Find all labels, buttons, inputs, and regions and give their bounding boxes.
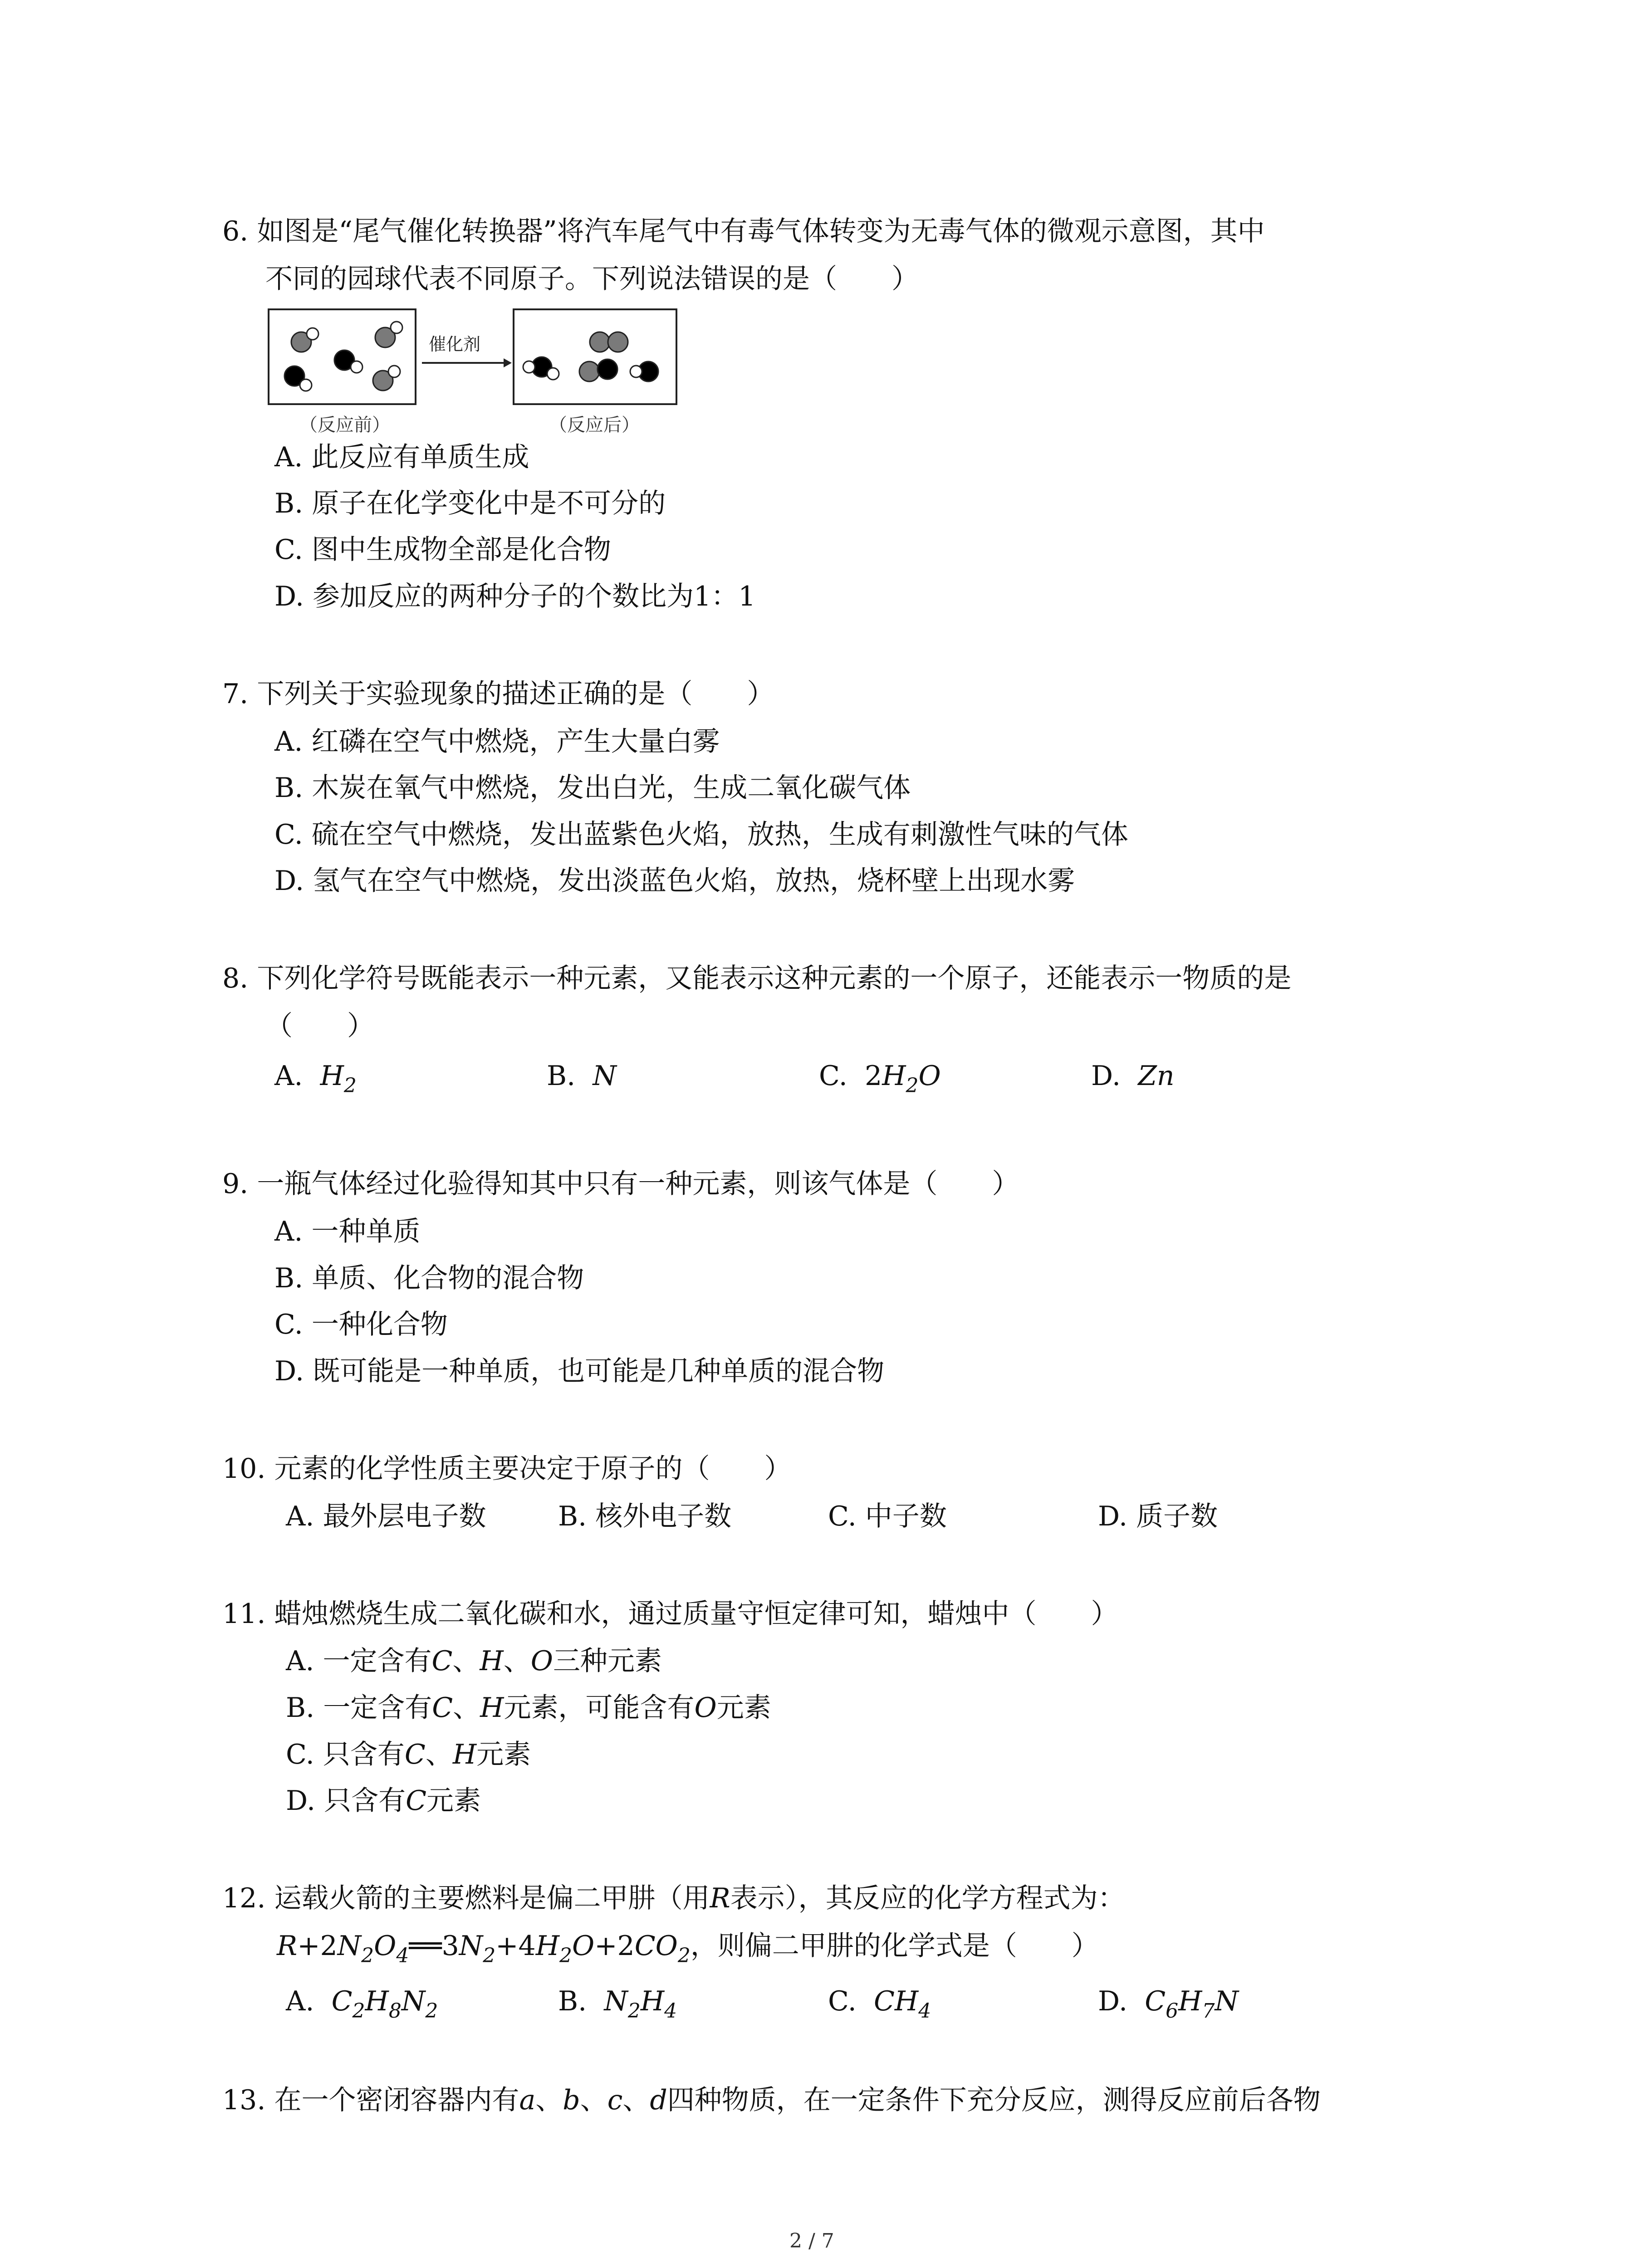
q12-option-a: A. $C_2H_8N_2$ — [286, 1985, 438, 2023]
q6-stem-line1: 6. 如图是“尾气催化转换器”将汽车尾气中有毒气体转变为无毒气体的微观示意图，其中 — [222, 215, 1265, 247]
molecule-black-white-3 — [523, 357, 559, 380]
q6-option-c: C. 图中生成物全部是化合物 — [274, 534, 611, 566]
catalyst-label: 催化剂 — [429, 334, 481, 354]
q9-option-b: B. 单质、化合物的混合物 — [274, 1262, 584, 1294]
after-label: （反应后） — [549, 415, 640, 435]
q7-option-c: C. 硫在空气中燃烧，发出蓝紫色火焰，放热，生成有刺激性气味的气体 — [274, 819, 1128, 850]
q12-option-d: D. $C_6H_7N$ — [1098, 1985, 1239, 2023]
q7-option-b: B. 木炭在氧气中燃烧，发出白光，生成二氧化碳气体 — [274, 772, 911, 804]
molecule-black-white-4 — [630, 362, 658, 381]
q8-option-a: A. $H_2$ — [274, 1060, 357, 1097]
molecules-before — [269, 310, 415, 403]
q6-stem-line2: 不同的园球代表不同原子。下列说法错误的是（ ） — [265, 263, 919, 295]
molecule-gray-gray — [590, 332, 628, 352]
q8-stem-line2: （ ） — [265, 1010, 374, 1042]
reaction-arrow — [422, 354, 513, 372]
q6-option-a: A. 此反应有单质生成 — [274, 441, 529, 473]
q11-option-a: A. 一定含有C、H、O三种元素 — [286, 1645, 662, 1677]
molecule-gray-white-2 — [375, 322, 402, 347]
q10-stem: 10. 元素的化学性质主要决定于原子的（ ） — [222, 1453, 792, 1485]
molecules-after — [514, 310, 676, 403]
q10-option-c: C. 中子数 — [828, 1501, 947, 1532]
q7-option-a: A. 红磷在空气中燃烧，产生大量白雾 — [274, 726, 720, 758]
q12-option-c: C. $CH_4$ — [828, 1985, 931, 2023]
q12-equation: $R+2N_2O_4══3N_2+4H_2O+2CO_2$，则偏二甲肼的化学式是（ ） — [277, 1930, 1099, 1967]
molecule-gray-white-1 — [291, 328, 318, 352]
before-label: （反应前） — [299, 415, 390, 435]
q12-stem-line1: 12. 运载火箭的主要燃料是偏二甲肼（用R表示），其反应的化学方程式为： — [222, 1882, 1125, 1914]
reaction-before-box — [268, 308, 416, 405]
q8-option-b: B. N — [547, 1060, 617, 1092]
molecule-black-white-2 — [284, 366, 312, 391]
q13-stem: 13. 在一个密闭容器内有a、b、c、d四种物质，在一定条件下充分反应，测得反应前后各物 — [222, 2084, 1321, 2116]
page-number: 2 / 7 — [789, 2229, 834, 2253]
q9-option-c: C. 一种化合物 — [274, 1309, 448, 1340]
q11-option-d: D. 只含有C元素 — [286, 1785, 481, 1817]
q7-stem: 7. 下列关于实验现象的描述正确的是（ ） — [222, 678, 774, 710]
molecule-black-white-1 — [334, 350, 362, 373]
q10-option-d: D. 质子数 — [1098, 1501, 1218, 1532]
q11-option-b: B. 一定含有C、H元素，可能含有O元素 — [286, 1692, 771, 1724]
q12-option-b: B. $N_2H_4$ — [558, 1985, 677, 2023]
q10-option-b: B. 核外电子数 — [558, 1501, 732, 1532]
q11-stem: 11. 蜡烛燃烧生成二氧化碳和水，通过质量守恒定律可知，蜡烛中（ ） — [222, 1598, 1118, 1630]
q9-stem: 9. 一瓶气体经过化验得知其中只有一种元素，则该气体是（ ） — [222, 1168, 1019, 1200]
q7-option-d: D. 氢气在空气中燃烧，发出淡蓝色火焰，放热，烧杯壁上出现水雾 — [274, 865, 1075, 897]
q10-option-a: A. 最外层电子数 — [286, 1501, 486, 1532]
q9-option-a: A. 一种单质 — [274, 1216, 421, 1247]
q6-option-d: D. 参加反应的两种分子的个数比为1：1 — [274, 581, 756, 612]
q8-option-d: D. Zn — [1091, 1060, 1175, 1092]
q9-option-d: D. 既可能是一种单质，也可能是几种单质的混合物 — [274, 1355, 885, 1387]
q8-stem-line1: 8. 下列化学符号既能表示一种元素，又能表示这种元素的一个原子，还能表示一物质的是 — [222, 963, 1292, 994]
molecule-gray-white-3 — [373, 366, 400, 391]
q6-option-b: B. 原子在化学变化中是不可分的 — [274, 488, 666, 519]
q8-option-c: C. $2H_2O$ — [819, 1060, 941, 1097]
reaction-after-box — [513, 308, 677, 405]
molecule-gray-black — [579, 359, 617, 381]
q11-option-c: C. 只含有C、H元素 — [286, 1739, 531, 1770]
